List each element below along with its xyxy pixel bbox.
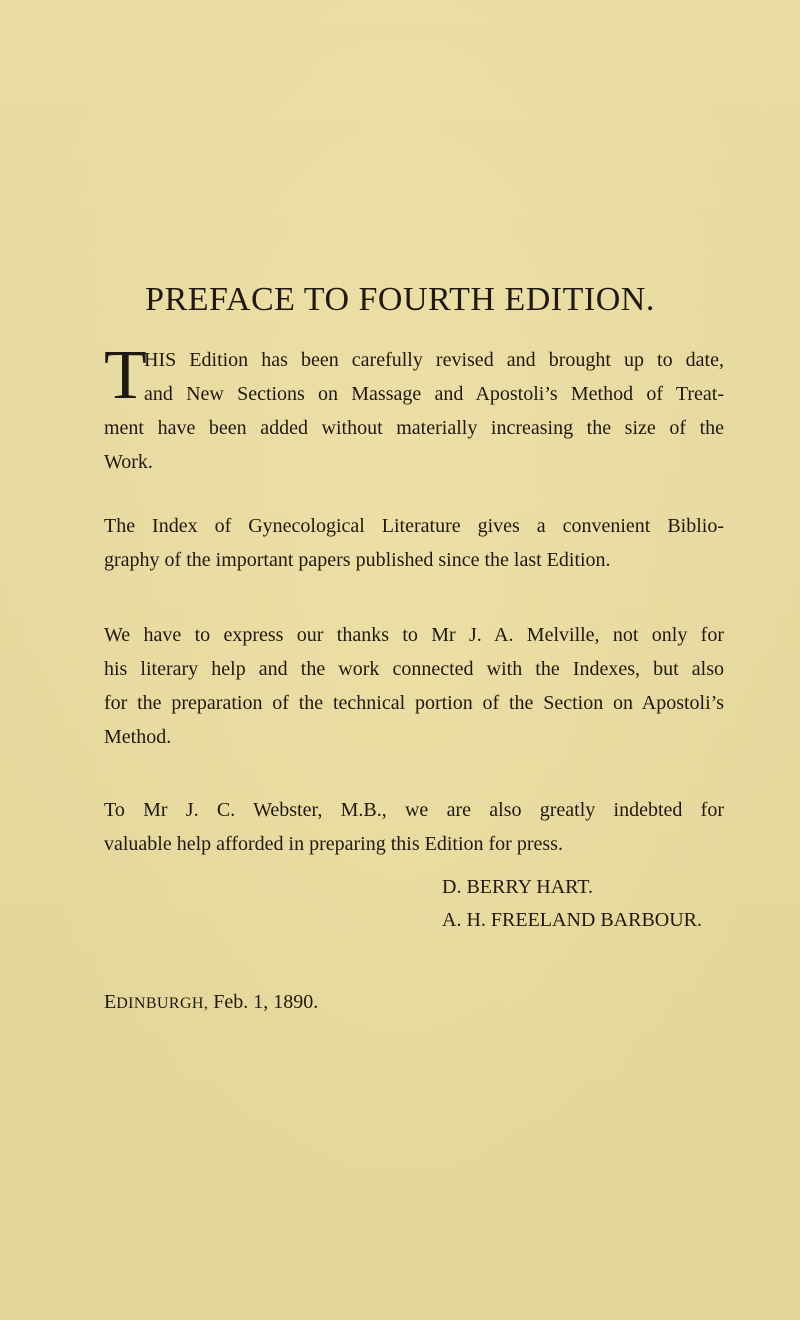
signature-hart: D. BERRY HART. [442, 876, 594, 898]
paragraph-line: and New Sections on Massage and Apostoli’s Method of Treat- [144, 383, 724, 405]
paragraph-thanks-webster [104, 793, 724, 861]
place-and-date [104, 985, 318, 1021]
paragraph-thanks-melville [104, 618, 724, 754]
drop-cap: T [104, 337, 147, 414]
paragraph-line: for the preparation of the technical portion of the Section on Apostoli’s [104, 692, 724, 714]
page-title: PREFACE TO FOURTH EDITION. [145, 281, 655, 318]
paragraph-line: graphy of the important papers published since the last Edition. [104, 549, 611, 571]
paragraph-line: Method. [104, 726, 172, 748]
paragraph-line: ment have been added without materially increasing the size of the [104, 417, 724, 439]
paragraph-line: Work. [104, 451, 153, 473]
paragraph-line: We have to express our thanks to Mr J. A. Melville, not only for [104, 624, 724, 646]
paragraph-edition-revision [104, 337, 724, 479]
paragraph-index-literature [104, 509, 724, 577]
date: Feb. 1, 1890. [213, 991, 319, 1013]
place-initial: E [104, 991, 117, 1013]
paragraph-line: HIS Edition has been carefully revised and brought up to date, [144, 349, 724, 371]
paragraph-line: valuable help afforded in preparing this Edition for press. [104, 833, 563, 855]
paragraph-line: his literary help and the work connected with the Indexes, but also [104, 658, 724, 680]
paragraph-line: To Mr J. C. Webster, M.B., we are also greatly indebted for [104, 799, 724, 821]
paragraph-line: The Index of Gynecological Literature gives a convenient Biblio- [104, 515, 724, 537]
place-name: DINBURGH, [116, 995, 209, 1012]
signature-barbour: A. H. FREELAND BARBOUR. [442, 909, 703, 931]
